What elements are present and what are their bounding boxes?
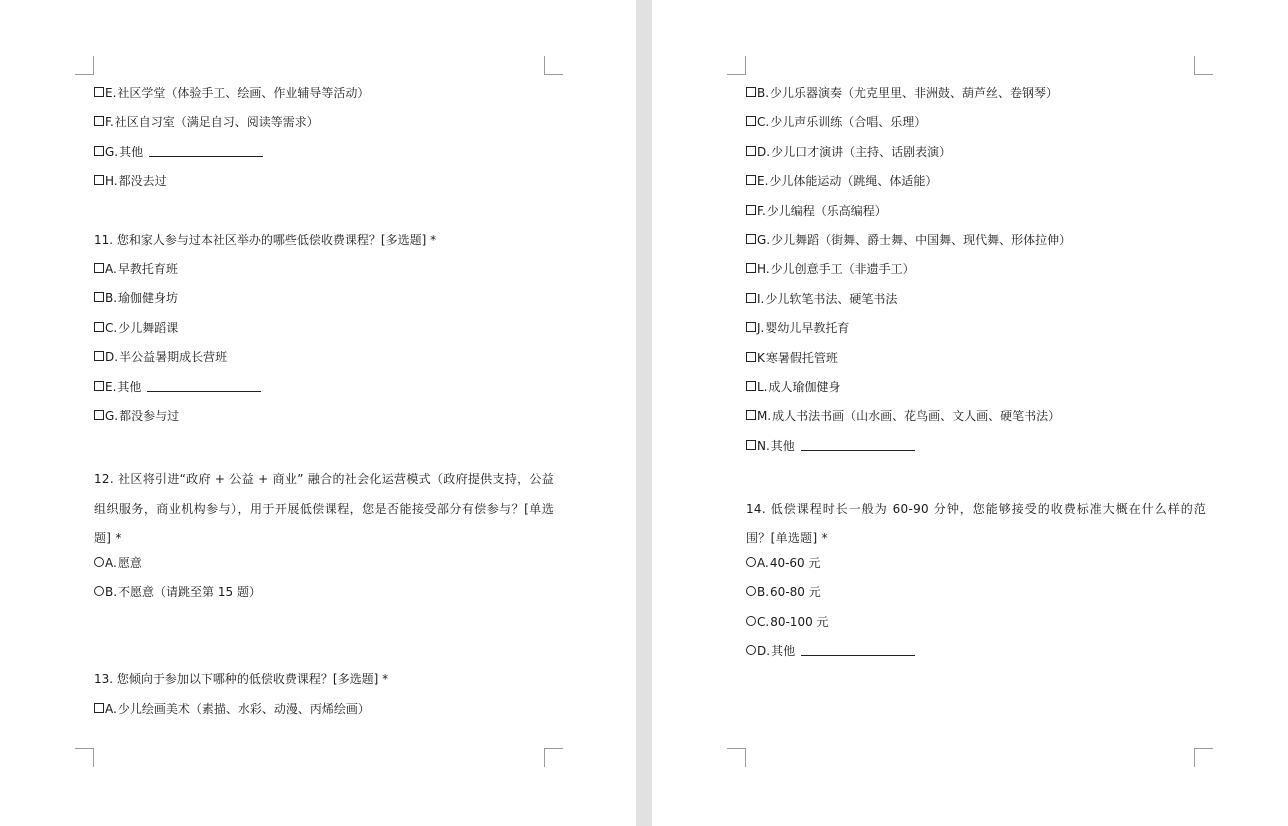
option-text: 少儿口才演讲（主持、话剧表演） — [771, 144, 952, 159]
option-text: 社区学堂（体验手工、绘画、作业辅导等活动） — [117, 86, 370, 100]
option-letter: D. — [757, 144, 771, 159]
option-letter: E. — [105, 379, 117, 394]
fill-in-blank[interactable] — [801, 439, 915, 451]
crop-mark-bottom-left — [75, 748, 94, 767]
option-text: 少儿软笔书法、硬笔书法 — [765, 291, 898, 306]
option-row — [746, 84, 1206, 113]
option-letter: H. — [757, 262, 770, 277]
checkbox[interactable] — [746, 87, 756, 97]
option-text: 瑜伽健身坊 — [118, 291, 179, 306]
option-letter: D. — [757, 644, 771, 659]
option-letter: C. — [757, 115, 770, 130]
option-text: 愿意 — [117, 555, 142, 570]
checkbox[interactable] — [94, 146, 104, 156]
option-text: 少儿舞蹈课 — [118, 320, 179, 335]
crop-mark-bottom-right — [544, 748, 563, 767]
option-row — [746, 613, 1206, 642]
radio-button[interactable] — [746, 586, 756, 596]
option-text: 寒暑假托管班 — [765, 350, 838, 365]
option-row — [94, 260, 554, 289]
option-text: 都没参与过 — [119, 408, 180, 423]
option-text: 不愿意（请跳至第 15 题） — [118, 584, 261, 599]
option-text: 成人瑜伽健身 — [768, 379, 841, 394]
option-text: 少儿乐器演奏（尤克里里、非洲鼓、葫芦丝、卷钢琴） — [770, 86, 1059, 100]
option-letter: M. — [757, 409, 772, 424]
question-12-title: 12. 社区将引进“政府 + 公益 + 商业” 融合的社会化运营模式（政府提供支持，公益组织服务，商业机构参与），用于开展低偿课程，您是否能接受部分有偿参与？[单选题] * — [94, 472, 554, 546]
checkbox[interactable] — [746, 322, 756, 332]
option-row — [94, 554, 554, 583]
option-letter: G. — [105, 408, 119, 423]
fill-in-blank[interactable] — [801, 644, 915, 656]
option-row — [94, 319, 554, 348]
option-text: 少儿舞蹈（街舞、爵士舞、中国舞、现代舞、形体拉伸） — [771, 232, 1072, 247]
checkbox[interactable] — [94, 703, 104, 713]
option-letter: I. — [757, 291, 765, 306]
radio-button[interactable] — [94, 557, 104, 567]
option-row — [94, 84, 554, 113]
checkbox[interactable] — [94, 381, 104, 391]
checkbox[interactable] — [746, 352, 756, 362]
option-row — [746, 378, 1206, 407]
option-text: 少儿声乐训练（合唱、乐理） — [770, 115, 927, 130]
option-text: 早教托育班 — [117, 261, 178, 276]
option-row — [94, 583, 554, 612]
checkbox[interactable] — [94, 263, 104, 273]
option-row — [94, 289, 554, 318]
option-text: 半公益暑期成长营班 — [119, 350, 228, 365]
option-letter: B. — [105, 584, 118, 599]
option-letter: C. — [105, 320, 118, 335]
option-letter: J. — [757, 321, 765, 336]
checkbox[interactable] — [94, 292, 104, 302]
checkbox[interactable] — [94, 351, 104, 361]
option-row — [746, 113, 1206, 142]
option-text: 60-80 元 — [770, 585, 821, 600]
checkbox[interactable] — [746, 381, 756, 391]
option-letter: H. — [105, 174, 118, 189]
checkbox[interactable] — [94, 322, 104, 332]
crop-mark-top-right — [544, 56, 563, 75]
option-text: 都没去过 — [118, 174, 167, 189]
option-text: 婴幼儿早教托育 — [765, 321, 850, 336]
option-row — [746, 349, 1206, 378]
checkbox[interactable] — [94, 87, 104, 97]
option-letter: G. — [105, 144, 119, 159]
option-text: 其他 — [771, 644, 796, 659]
option-letter: A. — [105, 261, 117, 276]
option-letter: A. — [757, 555, 769, 570]
option-text: 少儿创意手工（非遗手工） — [770, 262, 915, 277]
option-row — [746, 554, 1206, 583]
option-letter: E. — [757, 174, 769, 189]
option-text: 40-60 元 — [769, 555, 821, 570]
option-row — [746, 407, 1206, 436]
option-row — [746, 583, 1206, 612]
option-letter: F. — [757, 203, 766, 218]
checkbox[interactable] — [746, 410, 756, 420]
option-text: 其他 — [117, 379, 142, 394]
document-page-right — [652, 0, 1288, 826]
option-row — [94, 407, 554, 436]
question-13-title: 13. 您倾向于参加以下哪种的低偿收费课程？[多选题] * — [94, 672, 389, 687]
checkbox[interactable] — [94, 410, 104, 420]
option-letter: A. — [105, 701, 117, 716]
option-row — [94, 348, 554, 377]
page-content-right — [746, 84, 1206, 671]
crop-mark-top-right — [1194, 56, 1213, 75]
option-text: 少儿绘画美术（素描、水彩、动漫、丙烯绘画） — [117, 701, 370, 716]
checkbox[interactable] — [746, 116, 756, 126]
option-row — [746, 260, 1206, 289]
option-row — [746, 437, 1206, 466]
option-row — [746, 642, 1206, 671]
option-text: 其他 — [119, 144, 144, 159]
option-letter: A. — [105, 555, 117, 570]
crop-mark-bottom-left — [727, 748, 746, 767]
checkbox[interactable] — [746, 263, 756, 273]
checkbox[interactable] — [94, 175, 104, 185]
option-row — [746, 231, 1206, 260]
option-text: 80-100 元 — [770, 614, 829, 629]
option-row — [746, 143, 1206, 172]
option-letter: N. — [757, 438, 770, 453]
checkbox[interactable] — [746, 440, 756, 450]
radio-button[interactable] — [746, 557, 756, 567]
option-letter: B. — [757, 585, 770, 600]
option-text: 成人书法书画（山水画、花鸟画、文人画、硬笔书法） — [772, 409, 1061, 424]
option-letter: G. — [757, 232, 771, 247]
option-row — [746, 202, 1206, 231]
checkbox[interactable] — [746, 234, 756, 244]
checkbox[interactable] — [746, 205, 756, 215]
question-11-title: 11. 您和家人参与过本社区举办的哪些低偿收费课程？[多选题] * — [94, 232, 437, 247]
option-letter: D. — [105, 350, 119, 365]
option-letter: B. — [105, 291, 118, 306]
option-letter: F. — [105, 115, 114, 130]
option-text: 其他 — [770, 438, 795, 453]
crop-mark-top-left — [75, 56, 94, 75]
option-row — [746, 290, 1206, 319]
fill-in-blank[interactable] — [147, 380, 261, 392]
question-14-title: 14. 低偿课程时长一般为 60-90 分钟，您能够接受的收费标准大概在什么样的范围？[单选题] * — [746, 502, 1206, 546]
document-page-left — [0, 0, 636, 826]
radio-button[interactable] — [746, 645, 756, 655]
option-row — [94, 113, 554, 142]
option-text: 少儿体能运动（跳绳、体适能） — [769, 174, 938, 189]
fill-in-blank[interactable] — [149, 145, 263, 157]
checkbox[interactable] — [746, 293, 756, 303]
checkbox[interactable] — [746, 175, 756, 185]
radio-button[interactable] — [94, 586, 104, 596]
option-text: 少儿编程（乐高编程） — [766, 203, 887, 218]
option-row — [94, 172, 554, 201]
option-letter: E. — [105, 86, 117, 100]
option-row — [94, 700, 554, 729]
checkbox[interactable] — [94, 116, 104, 126]
radio-button[interactable] — [746, 616, 756, 626]
option-letter: K — [757, 350, 765, 365]
option-row — [746, 172, 1206, 201]
option-row — [746, 319, 1206, 348]
page-content-left — [94, 84, 554, 729]
crop-mark-top-left — [727, 56, 746, 75]
option-letter: B. — [757, 86, 770, 100]
option-letter: L. — [757, 379, 768, 394]
option-row — [94, 378, 554, 407]
option-letter: C. — [757, 614, 770, 629]
option-row — [94, 143, 554, 172]
crop-mark-bottom-right — [1194, 748, 1213, 767]
checkbox[interactable] — [746, 146, 756, 156]
option-text: 社区自习室（满足自习、阅读等需求） — [114, 115, 319, 130]
